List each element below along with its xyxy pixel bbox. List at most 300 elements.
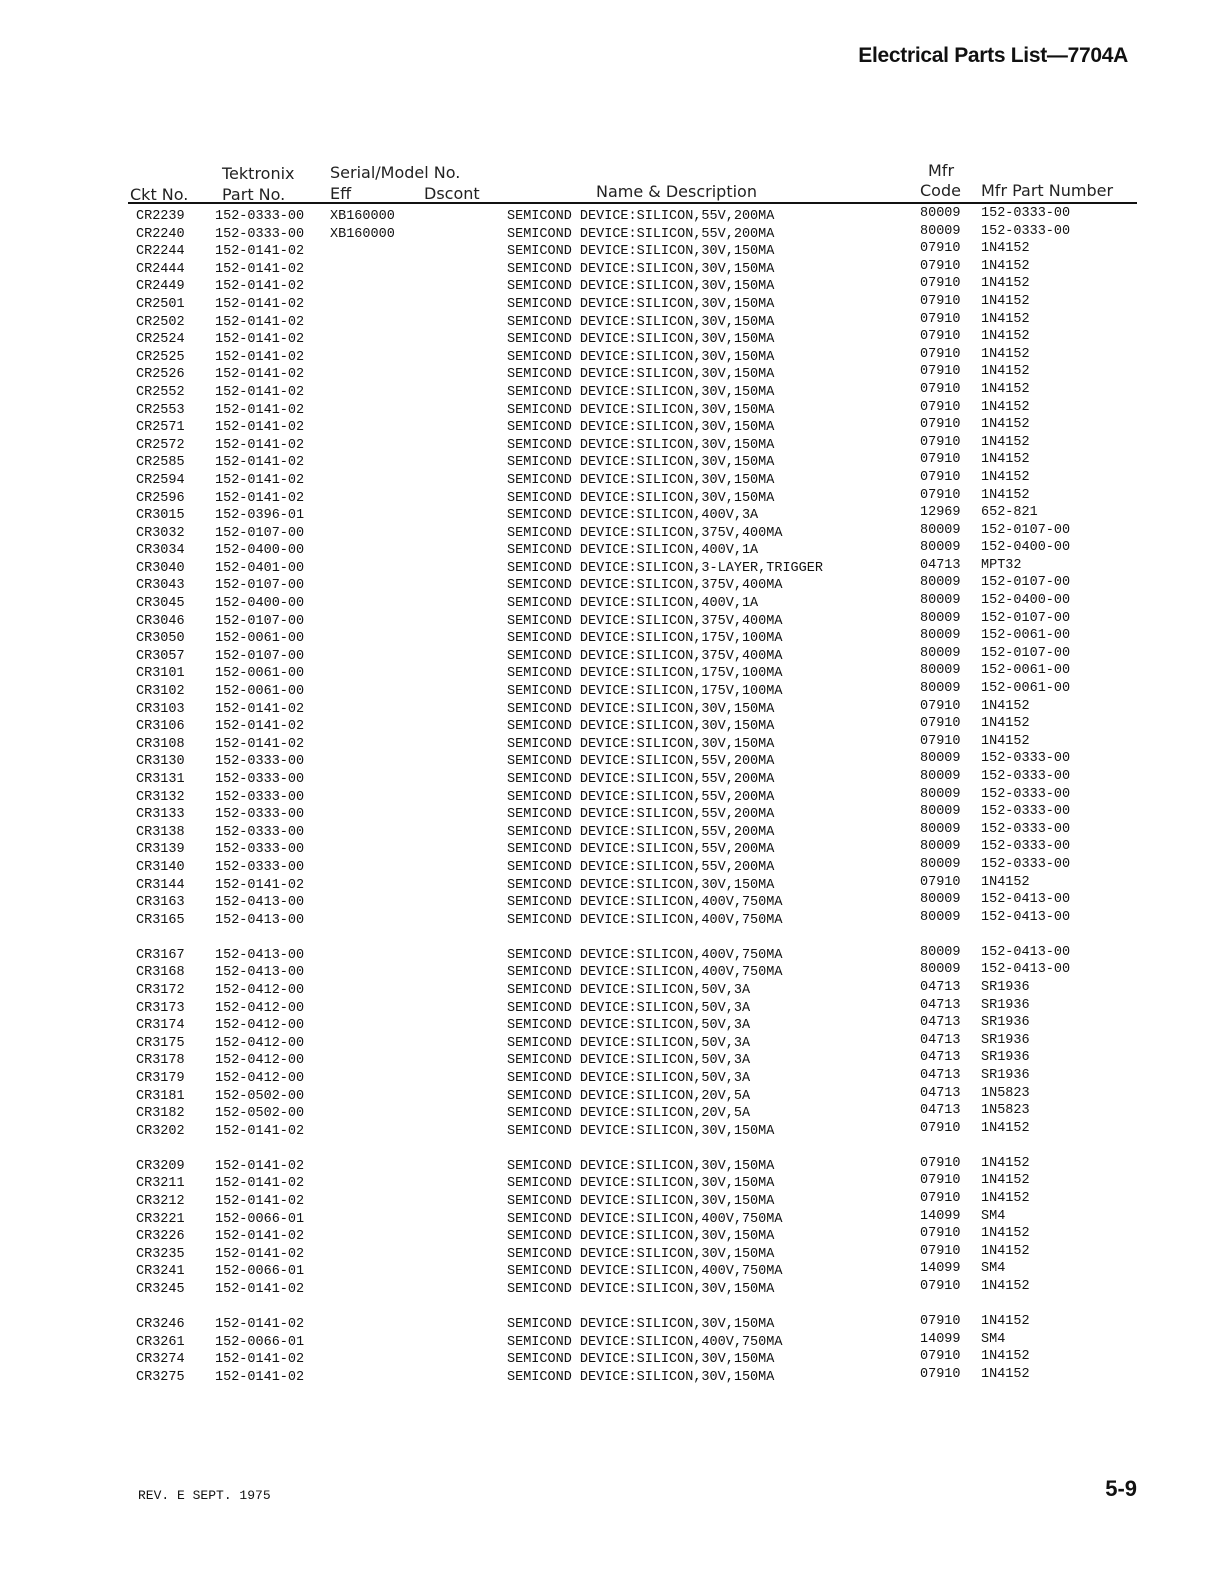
mfr-code: 80009 (920, 593, 961, 609)
table-row (0, 1052, 1220, 1070)
mfr-part-number: 1N4152 (981, 329, 1030, 345)
header-code: Code (920, 181, 961, 200)
mfr-code: 04713 (920, 557, 961, 573)
mfr-part-number: SR1936 (981, 1015, 1030, 1031)
tek-part-no: 152-0141-02 (215, 1123, 305, 1139)
table-row (0, 542, 1220, 560)
table-row (0, 311, 1220, 332)
mfr-code: 80009 (920, 839, 961, 855)
mfr-code: 04713 (920, 1032, 961, 1048)
mfr-code: 07910 (920, 1155, 961, 1171)
description: SEMICOND DEVICE:SILICON,30V,150MA (507, 1158, 775, 1174)
tek-part-no: 152-0141-02 (215, 1282, 305, 1298)
mfr-code: 07910 (920, 258, 961, 274)
tek-part-no: 152-0333-00 (215, 772, 305, 787)
description: SEMICOND DEVICE:SILICON,55V,200MA (507, 209, 775, 224)
tek-part-no: 152-0141-02 (215, 437, 305, 453)
mfr-part-number: 1N4152 (981, 399, 1030, 415)
mfr-code: 80009 (920, 575, 961, 591)
description: SEMICOND DEVICE:SILICON,375V,400MA (507, 648, 783, 664)
description: SEMICOND DEVICE:SILICON,30V,150MA (507, 1194, 775, 1210)
mfr-part-number: 1N5823 (981, 1103, 1030, 1119)
tek-part-no: 152-0141-02 (215, 296, 305, 312)
ckt-no: CR3179 (136, 1071, 185, 1086)
mfr-code: 80009 (920, 909, 961, 925)
mfr-code: 14099 (920, 1331, 961, 1347)
ckt-no: CR3182 (136, 1106, 185, 1122)
description: SEMICOND DEVICE:SILICON,55V,200MA (507, 824, 775, 840)
tek-part-no: 152-0141-02 (215, 1246, 305, 1262)
mfr-code: 80009 (920, 962, 961, 978)
header-tektronix: Tektronix (222, 164, 295, 183)
table-row (0, 1263, 1220, 1281)
description: SEMICOND DEVICE:SILICON,400V,750MA (507, 912, 783, 928)
tek-part-no: 152-0333-00 (215, 859, 305, 875)
table-row (0, 997, 1220, 1018)
mfr-part-number: 1N4152 (981, 487, 1030, 503)
mfr-code: 07910 (920, 241, 961, 257)
table-row (0, 1155, 1220, 1176)
ckt-no: CR3132 (136, 789, 185, 805)
mfr-part-number: SM4 (981, 1331, 1006, 1347)
table-row (0, 1228, 1220, 1246)
mfr-part-number: SR1936 (981, 1068, 1030, 1083)
description: SEMICOND DEVICE:SILICON,30V,150MA (507, 1317, 775, 1333)
description: SEMICOND DEVICE:SILICON,30V,150MA (507, 437, 775, 453)
description: SEMICOND DEVICE:SILICON,30V,150MA (507, 877, 775, 893)
table-row (0, 243, 1220, 261)
description: SEMICOND DEVICE:SILICON,30V,150MA (507, 314, 775, 330)
tek-part-no: 152-0333-00 (215, 807, 305, 823)
mfr-code: 07910 (920, 1120, 961, 1136)
mfr-part-number: 1N4152 (981, 716, 1030, 732)
header-serial-model: Serial/Model No. (330, 163, 461, 182)
description: SEMICOND DEVICE:SILICON,50V,3A (507, 1000, 751, 1016)
mfr-code: 07910 (920, 311, 961, 327)
description: SEMICOND DEVICE:SILICON,175V,100MA (507, 684, 783, 700)
mfr-part-number: 152-0333-00 (981, 751, 1071, 767)
tek-part-no: 152-0412-00 (215, 1071, 305, 1086)
description: SEMICOND DEVICE:SILICON,30V,150MA (507, 455, 775, 471)
mfr-part-number: SM4 (981, 1261, 1006, 1277)
description: SEMICOND DEVICE:SILICON,175V,100MA (507, 666, 783, 682)
eff-serial: XB160000 (330, 209, 395, 224)
description: SEMICOND DEVICE:SILICON,50V,3A (507, 1018, 751, 1034)
ckt-no: CR3046 (136, 613, 185, 629)
mfr-part-number: 1N4152 (981, 241, 1030, 257)
description: SEMICOND DEVICE:SILICON,55V,200MA (507, 789, 775, 805)
page-number: 5-9 (1105, 1476, 1137, 1501)
table-row (0, 856, 1220, 877)
description: SEMICOND DEVICE:SILICON,50V,3A (507, 1035, 751, 1051)
ckt-no: CR3241 (136, 1264, 185, 1280)
description: SEMICOND DEVICE:SILICON,400V,3A (507, 508, 759, 524)
ckt-no: CR3246 (136, 1317, 185, 1333)
mfr-code: 04713 (920, 1103, 961, 1119)
tek-part-no: 152-0141-02 (215, 1176, 305, 1192)
mfr-part-number: 1N4152 (981, 1173, 1030, 1189)
mfr-part-number: 152-0400-00 (981, 540, 1071, 556)
description: SEMICOND DEVICE:SILICON,30V,150MA (507, 349, 775, 365)
tek-part-no: 152-0400-00 (215, 596, 305, 612)
row-group (0, 1155, 1220, 1299)
mfr-part-number: SR1936 (981, 997, 1030, 1013)
ckt-no: CR3173 (136, 1000, 185, 1016)
mfr-part-number: 152-0107-00 (981, 610, 1071, 626)
tek-part-no: 152-0502-00 (215, 1106, 305, 1122)
tek-part-no: 152-0400-00 (215, 543, 305, 559)
ckt-no: CR2501 (136, 296, 185, 312)
table-row (0, 331, 1220, 349)
table-row (0, 1243, 1220, 1264)
description: SEMICOND DEVICE:SILICON,30V,150MA (507, 367, 775, 383)
mfr-code: 07910 (920, 874, 961, 890)
ckt-no: CR3131 (136, 772, 185, 787)
description: SEMICOND DEVICE:SILICON,400V,750MA (507, 1264, 783, 1280)
description: SEMICOND DEVICE:SILICON,30V,150MA (507, 384, 775, 400)
description: SEMICOND DEVICE:SILICON,30V,150MA (507, 1229, 775, 1245)
tek-part-no: 152-0141-02 (215, 701, 305, 717)
mfr-code: 07910 (920, 434, 961, 450)
ckt-no: CR3045 (136, 596, 185, 612)
mfr-part-number: 152-0333-00 (981, 206, 1071, 221)
tek-part-no: 152-0412-00 (215, 1018, 305, 1034)
mfr-code: 07910 (920, 1314, 961, 1330)
mfr-code: 07910 (920, 293, 961, 309)
mfr-part-number: 152-0333-00 (981, 821, 1071, 837)
ckt-no: CR3050 (136, 631, 185, 647)
header-dscont: Dscont (424, 184, 480, 203)
mfr-code: 07910 (920, 1279, 961, 1295)
table-row (0, 469, 1220, 490)
description: SEMICOND DEVICE:SILICON,3-LAYER,TRIGGER (507, 560, 823, 576)
ckt-no: CR3165 (136, 912, 185, 928)
mfr-code: 80009 (920, 206, 961, 221)
tek-part-no: 152-0066-01 (215, 1334, 305, 1350)
ckt-no: CR2244 (136, 244, 185, 260)
tek-part-no: 152-0141-02 (215, 332, 305, 348)
ckt-no: CR3211 (136, 1176, 185, 1192)
ckt-no: CR2444 (136, 261, 185, 277)
ckt-no: CR2572 (136, 437, 185, 453)
ckt-no: CR3133 (136, 807, 185, 823)
table-row (0, 223, 1220, 244)
mfr-code: 80009 (920, 610, 961, 626)
ckt-no: CR3181 (136, 1088, 185, 1104)
description: SEMICOND DEVICE:SILICON,30V,150MA (507, 490, 775, 506)
ckt-no: CR3140 (136, 859, 185, 875)
tek-part-no: 152-0141-02 (215, 279, 305, 295)
mfr-part-number: 1N4152 (981, 346, 1030, 362)
tek-part-no: 152-0333-00 (215, 824, 305, 840)
mfr-code: 07910 (920, 716, 961, 732)
ckt-no: CR3221 (136, 1211, 185, 1227)
mfr-code: 04713 (920, 980, 961, 996)
mfr-part-number: 1N4152 (981, 417, 1030, 433)
row-group (0, 944, 1220, 1141)
table-row (0, 1331, 1220, 1352)
row-group (0, 208, 1220, 929)
ckt-no: CR2596 (136, 490, 185, 506)
table-row (0, 434, 1220, 455)
description: SEMICOND DEVICE:SILICON,30V,150MA (507, 279, 775, 295)
mfr-code: 04713 (920, 1085, 961, 1101)
description: SEMICOND DEVICE:SILICON,50V,3A (507, 1053, 751, 1069)
mfr-code: 04713 (920, 1050, 961, 1066)
mfr-part-number: 152-0400-00 (981, 593, 1071, 609)
tek-part-no: 152-0141-02 (215, 455, 305, 471)
description: SEMICOND DEVICE:SILICON,50V,3A (507, 983, 751, 999)
mfr-part-number: 1N4152 (981, 698, 1030, 714)
mfr-part-number: 152-0107-00 (981, 575, 1071, 591)
tek-part-no: 152-0141-02 (215, 1229, 305, 1245)
description: SEMICOND DEVICE:SILICON,30V,150MA (507, 472, 775, 488)
mfr-part-number: 1N5823 (981, 1085, 1030, 1101)
description: SEMICOND DEVICE:SILICON,400V,750MA (507, 895, 783, 911)
ckt-no: CR3167 (136, 947, 185, 963)
description: SEMICOND DEVICE:SILICON,375V,400MA (507, 525, 783, 541)
tek-part-no: 152-0066-01 (215, 1211, 305, 1227)
mfr-code: 07910 (920, 452, 961, 468)
mfr-code: 07910 (920, 364, 961, 380)
mfr-code: 04713 (920, 997, 961, 1013)
ckt-no: CR3226 (136, 1229, 185, 1245)
tek-part-no: 152-0107-00 (215, 613, 305, 629)
mfr-code: 80009 (920, 628, 961, 644)
mfr-code: 80009 (920, 769, 961, 784)
ckt-no: CR3057 (136, 648, 185, 664)
description: SEMICOND DEVICE:SILICON,400V,1A (507, 543, 759, 559)
table-row (0, 381, 1220, 402)
description: SEMICOND DEVICE:SILICON,30V,150MA (507, 296, 775, 312)
tek-part-no: 152-0333-00 (215, 226, 305, 242)
mfr-code: 07910 (920, 469, 961, 485)
ckt-no: CR3101 (136, 666, 185, 682)
description: SEMICOND DEVICE:SILICON,30V,150MA (507, 1352, 775, 1368)
description: SEMICOND DEVICE:SILICON,400V,750MA (507, 965, 783, 981)
parts-table (0, 208, 1220, 1404)
ckt-no: CR3040 (136, 560, 185, 576)
table-row (0, 346, 1220, 367)
tek-part-no: 152-0502-00 (215, 1088, 305, 1104)
tek-part-no: 152-0107-00 (215, 578, 305, 594)
mfr-code: 07910 (920, 417, 961, 433)
table-row (0, 1085, 1220, 1106)
description: SEMICOND DEVICE:SILICON,30V,150MA (507, 244, 775, 260)
description: SEMICOND DEVICE:SILICON,30V,150MA (507, 261, 775, 277)
mfr-part-number: 1N4152 (981, 1191, 1030, 1207)
tek-part-no: 152-0141-02 (215, 1369, 305, 1385)
tek-part-no: 152-0141-02 (215, 420, 305, 436)
tek-part-no: 152-0141-02 (215, 877, 305, 893)
table-row (0, 278, 1220, 296)
tek-part-no: 152-0141-02 (215, 490, 305, 506)
description: SEMICOND DEVICE:SILICON,400V,750MA (507, 947, 783, 963)
mfr-code: 04713 (920, 1015, 961, 1031)
mfr-part-number: SR1936 (981, 1050, 1030, 1066)
mfr-code: 80009 (920, 856, 961, 872)
ckt-no: CR3138 (136, 824, 185, 840)
table-row (0, 1193, 1220, 1211)
table-row (0, 1316, 1220, 1334)
tek-part-no: 152-0413-00 (215, 912, 305, 928)
tek-part-no: 152-0107-00 (215, 525, 305, 541)
description: SEMICOND DEVICE:SILICON,400V,1A (507, 596, 759, 612)
description: SEMICOND DEVICE:SILICON,20V,5A (507, 1088, 751, 1104)
mfr-code: 14099 (920, 1208, 961, 1224)
table-row (0, 1120, 1220, 1141)
table-row (0, 1032, 1220, 1053)
header-mfr: Mfr (928, 161, 955, 180)
mfr-code: 07910 (920, 487, 961, 503)
page-title: Electrical Parts List—7704A (858, 44, 1128, 67)
tek-part-no: 152-0141-02 (215, 349, 305, 365)
description: SEMICOND DEVICE:SILICON,55V,200MA (507, 754, 775, 770)
table-row (0, 1070, 1220, 1088)
table-row (0, 454, 1220, 472)
mfr-code: 14099 (920, 1261, 961, 1277)
ckt-no: CR3108 (136, 736, 185, 752)
ckt-no: CR3209 (136, 1158, 185, 1174)
ckt-no: CR2525 (136, 349, 185, 365)
tek-part-no: 152-0141-02 (215, 244, 305, 260)
tek-part-no: 152-0333-00 (215, 754, 305, 770)
row-group (0, 1316, 1220, 1386)
tek-part-no: 152-0412-00 (215, 1053, 305, 1069)
mfr-part-number: 1N4152 (981, 293, 1030, 309)
description: SEMICOND DEVICE:SILICON,30V,150MA (507, 1282, 775, 1298)
description: SEMICOND DEVICE:SILICON,20V,5A (507, 1106, 751, 1122)
mfr-code: 07910 (920, 346, 961, 362)
mfr-part-number: 152-0333-00 (981, 786, 1071, 802)
tek-part-no: 152-0061-00 (215, 631, 305, 647)
mfr-code: 80009 (920, 944, 961, 960)
mfr-part-number: 152-0333-00 (981, 804, 1071, 820)
description: SEMICOND DEVICE:SILICON,30V,150MA (507, 402, 775, 418)
header-rule (128, 202, 1137, 204)
tek-part-no: 152-0412-00 (215, 983, 305, 999)
tek-part-no: 152-0412-00 (215, 1035, 305, 1051)
mfr-code: 07910 (920, 1366, 961, 1382)
tek-part-no: 152-0333-00 (215, 789, 305, 805)
tek-part-no: 152-0061-00 (215, 684, 305, 700)
description: SEMICOND DEVICE:SILICON,375V,400MA (507, 613, 783, 629)
ckt-no: CR2449 (136, 279, 185, 295)
mfr-code: 12969 (920, 505, 961, 521)
mfr-part-number: 152-0333-00 (981, 856, 1071, 872)
tek-part-no: 152-0066-01 (215, 1264, 305, 1280)
mfr-part-number: 152-0061-00 (981, 628, 1071, 644)
table-row (0, 293, 1220, 314)
ckt-no: CR2502 (136, 314, 185, 330)
ckt-no: CR3235 (136, 1246, 185, 1262)
tek-part-no: 152-0141-02 (215, 1317, 305, 1333)
mfr-part-number: 1N4152 (981, 874, 1030, 890)
table-row (0, 1175, 1220, 1193)
mfr-part-number: 1N4152 (981, 1120, 1030, 1136)
mfr-part-number: 152-0061-00 (981, 681, 1071, 697)
mfr-part-number: 1N4152 (981, 733, 1030, 749)
mfr-part-number: 152-0413-00 (981, 944, 1071, 960)
description: SEMICOND DEVICE:SILICON,30V,150MA (507, 736, 775, 752)
tek-part-no: 152-0141-02 (215, 261, 305, 277)
mfr-code: 80009 (920, 681, 961, 697)
mfr-code: 07910 (920, 329, 961, 345)
tek-part-no: 152-0412-00 (215, 1000, 305, 1016)
mfr-code: 07910 (920, 276, 961, 292)
ckt-no: CR2553 (136, 402, 185, 418)
table-row (0, 1105, 1220, 1123)
mfr-code: 80009 (920, 892, 961, 908)
mfr-part-number: 1N4152 (981, 381, 1030, 397)
description: SEMICOND DEVICE:SILICON,30V,150MA (507, 332, 775, 348)
mfr-part-number: 1N4152 (981, 1366, 1030, 1382)
mfr-part-number: 152-0333-00 (981, 839, 1071, 855)
tek-part-no: 152-0141-02 (215, 1194, 305, 1210)
description: SEMICOND DEVICE:SILICON,55V,200MA (507, 772, 775, 787)
ckt-no: CR3032 (136, 525, 185, 541)
ckt-no: CR3102 (136, 684, 185, 700)
ckt-no: CR3261 (136, 1334, 185, 1350)
mfr-part-number: 1N4152 (981, 452, 1030, 468)
ckt-no: CR3245 (136, 1282, 185, 1298)
header-mfr-part-number: Mfr Part Number (981, 181, 1114, 200)
mfr-code: 80009 (920, 540, 961, 556)
mfr-code: 07910 (920, 381, 961, 397)
mfr-part-number: 1N4152 (981, 258, 1030, 274)
mfr-part-number: 1N4152 (981, 469, 1030, 485)
mfr-part-number: 152-0413-00 (981, 909, 1071, 925)
ckt-no: CR3034 (136, 543, 185, 559)
mfr-part-number: 1N4152 (981, 311, 1030, 327)
table-row (0, 419, 1220, 437)
tek-part-no: 152-0396-01 (215, 508, 305, 524)
ckt-no: CR2552 (136, 384, 185, 400)
mfr-part-number: 1N4152 (981, 1243, 1030, 1259)
mfr-part-number: SR1936 (981, 980, 1030, 996)
tek-part-no: 152-0141-02 (215, 736, 305, 752)
ckt-no: CR3172 (136, 983, 185, 999)
description: SEMICOND DEVICE:SILICON,375V,400MA (507, 578, 783, 594)
tek-part-no: 152-0141-02 (215, 384, 305, 400)
mfr-part-number: 152-0333-00 (981, 223, 1071, 239)
ckt-no: CR3274 (136, 1352, 185, 1368)
ckt-no: CR3275 (136, 1369, 185, 1385)
tek-part-no: 152-0141-02 (215, 314, 305, 330)
mfr-code: 80009 (920, 522, 961, 538)
description: SEMICOND DEVICE:SILICON,55V,200MA (507, 807, 775, 823)
table-row (0, 1281, 1220, 1299)
mfr-part-number: 1N4152 (981, 1314, 1030, 1330)
description: SEMICOND DEVICE:SILICON,30V,150MA (507, 1246, 775, 1262)
tek-part-no: 152-0061-00 (215, 666, 305, 682)
table-row (0, 1208, 1220, 1229)
table-row (0, 1017, 1220, 1035)
mfr-part-number: SR1936 (981, 1032, 1030, 1048)
mfr-code: 07910 (920, 1349, 961, 1365)
tek-part-no: 152-0413-00 (215, 947, 305, 963)
description: SEMICOND DEVICE:SILICON,55V,200MA (507, 226, 775, 242)
ckt-no: CR3174 (136, 1018, 185, 1034)
description: SEMICOND DEVICE:SILICON,55V,200MA (507, 859, 775, 875)
description: SEMICOND DEVICE:SILICON,175V,100MA (507, 631, 783, 647)
ckt-no: CR3178 (136, 1053, 185, 1069)
ckt-no: CR3175 (136, 1035, 185, 1051)
mfr-code: 80009 (920, 804, 961, 820)
mfr-part-number: 152-0333-00 (981, 769, 1071, 784)
tek-part-no: 152-0413-00 (215, 965, 305, 981)
mfr-code: 07910 (920, 698, 961, 714)
